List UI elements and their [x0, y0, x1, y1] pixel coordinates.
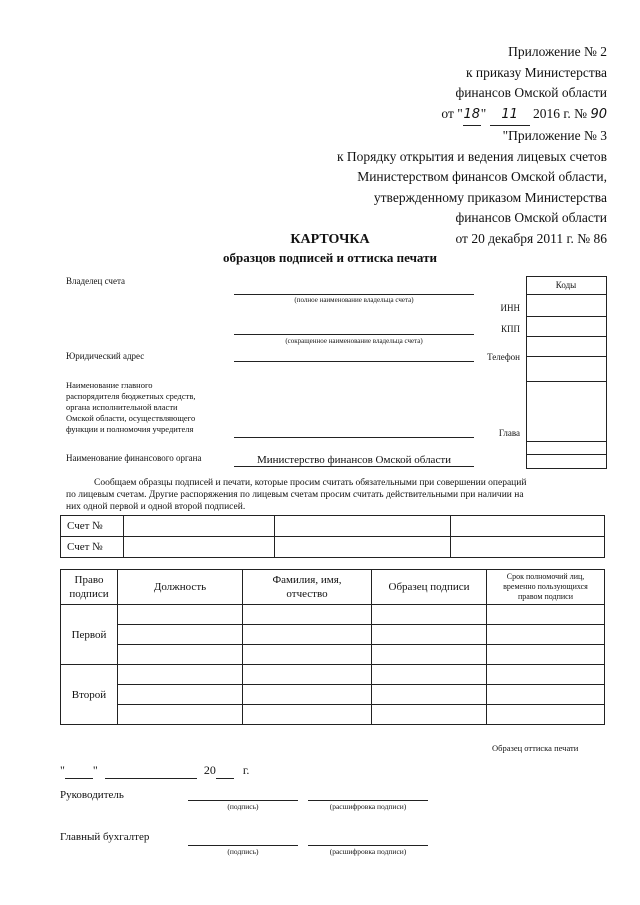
owner-short-line[interactable]: [234, 334, 474, 335]
sig-cell[interactable]: [372, 645, 487, 665]
col-term-3: правом подписи: [518, 592, 573, 601]
col-name-2: отчество: [286, 588, 328, 600]
head-label: Глава: [498, 428, 520, 438]
signature-row: [61, 645, 605, 665]
signature-row: [61, 705, 605, 725]
sig-cell[interactable]: [487, 645, 605, 665]
col-right-1: Право: [74, 574, 104, 586]
manager-label-1: Наименование главного: [66, 380, 153, 390]
codes-sep-3: [526, 336, 606, 337]
footer-month-field[interactable]: [105, 763, 197, 779]
sig-cell[interactable]: [243, 645, 372, 665]
order-date-line: [247, 104, 607, 127]
signatures-header-row: [61, 570, 605, 605]
manager-label-3: органа исполнительной власти: [66, 402, 178, 412]
account-label: Счет №: [61, 537, 124, 558]
fin-body-value: Министерство финансов Омской области: [256, 454, 452, 466]
manager-label-4: Омской области, осуществляющего: [66, 413, 196, 423]
sig-cell[interactable]: [118, 605, 243, 625]
footer-day-field[interactable]: [65, 763, 93, 779]
card-title: КАРТОЧКА: [290, 232, 370, 247]
notice-paragraph: [66, 477, 606, 513]
card-subtitle: образцов подписей и оттиска печати: [223, 250, 437, 265]
manager-label-5: функции и полномочия учредителя: [66, 424, 194, 434]
sig-cell[interactable]: [118, 705, 243, 725]
procedure-line: к Порядку открытия и ведения лицевых счетов: [336, 148, 607, 164]
legal-address-line[interactable]: [234, 361, 474, 362]
accounts-table: [60, 515, 605, 558]
col-name-1: Фамилия, имя,: [272, 574, 342, 586]
signature-row: [61, 605, 605, 625]
date-mid: ": [480, 105, 487, 121]
notice-line-3: них одной первой и одной второй подписей.: [66, 502, 246, 512]
order-line: к приказу Министерства: [465, 64, 607, 80]
fin-body-line: [234, 466, 474, 467]
manager-line[interactable]: [234, 437, 474, 438]
legal-address-label: Юридический адрес: [66, 351, 145, 361]
codes-sep-1: [526, 294, 606, 295]
account-row: [61, 516, 605, 537]
second-signature-label: Второй: [61, 665, 118, 725]
sig-cell[interactable]: [487, 685, 605, 705]
header-block: [247, 42, 607, 249]
accountant-sign-line[interactable]: [188, 845, 298, 846]
account-cell[interactable]: [124, 516, 275, 537]
col-term-2: временно пользующихся: [503, 582, 588, 591]
col-right: [61, 570, 118, 605]
sig-cell[interactable]: [372, 705, 487, 725]
col-position: Должность: [118, 570, 243, 605]
signature-row: [61, 685, 605, 705]
owner-short-caption: (сокращенное наименование владельца счета): [285, 337, 423, 345]
account-label: Счет №: [61, 516, 124, 537]
appendix-line: Приложение № 2: [508, 44, 607, 59]
footer-year-suffix: г.: [242, 763, 250, 777]
accountant-sign-caption: (подпись): [227, 847, 259, 856]
sig-cell[interactable]: [487, 705, 605, 725]
phone-label: Телефон: [487, 352, 520, 362]
codes-header: Коды: [555, 280, 577, 290]
col-sample: Образец подписи: [372, 570, 487, 605]
sig-cell[interactable]: [243, 685, 372, 705]
manager-label-2: распорядителя бюджетных средств,: [66, 391, 196, 401]
date-month: 11: [490, 105, 530, 127]
codes-sep-6: [526, 441, 606, 442]
footer-year-prefix: 20: [203, 763, 216, 777]
sig-cell[interactable]: [243, 625, 372, 645]
codes-sep-4: [526, 356, 606, 357]
director-decode-line[interactable]: [308, 800, 428, 801]
approved-line: утвержденному приказом Министерства: [373, 189, 607, 205]
director-decode-caption: (расшифровка подписи): [329, 802, 407, 811]
notice-line-2: по лицевым счетам. Другие распоряжения по лицевым счетам просим считать действительными при наличии на: [66, 490, 524, 500]
sig-cell[interactable]: [372, 665, 487, 685]
col-term: [487, 570, 605, 605]
sig-cell[interactable]: [487, 625, 605, 645]
stamp-sample-label: Образец оттиска печати: [492, 743, 579, 753]
sig-cell[interactable]: [118, 645, 243, 665]
owner-full-caption: (полное наименование владельца счета): [294, 296, 414, 304]
footer-year-field[interactable]: [216, 763, 234, 779]
ministry-line: финансов Омской области: [455, 85, 607, 100]
date2-line: от 20 декабря 2011 г. № 86: [455, 230, 607, 246]
date-number: 90: [590, 106, 607, 122]
first-signature-label: Первой: [61, 605, 118, 665]
date-day: 18: [463, 105, 481, 127]
notice-line-1: Сообщаем образцы подписей и печати, которые просим считать обязательными при совершении операций: [94, 478, 527, 488]
account-cell[interactable]: [275, 537, 451, 558]
date-prefix: от ": [441, 105, 463, 121]
sig-cell[interactable]: [118, 665, 243, 685]
inn-label: ИНН: [500, 303, 520, 313]
owner-full-line[interactable]: [234, 294, 474, 295]
sig-cell[interactable]: [372, 625, 487, 645]
codes-sep-5: [526, 381, 606, 382]
col-term-1: Срок полномочий лиц,: [506, 572, 585, 581]
accountant-decode-caption: (расшифровка подписи): [329, 847, 407, 856]
accountant-decode-line[interactable]: [308, 845, 428, 846]
account-cell[interactable]: [451, 516, 605, 537]
chief-accountant-label: Главный бухгалтер: [60, 831, 150, 843]
sig-cell[interactable]: [243, 665, 372, 685]
codes-sep-7: [526, 454, 606, 455]
sig-cell[interactable]: [243, 605, 372, 625]
fin-body-label: Наименование финансового органа: [66, 453, 202, 463]
signature-row: [61, 665, 605, 685]
sig-cell[interactable]: [118, 685, 243, 705]
director-label: Руководитель: [60, 789, 124, 801]
director-sign-caption: (подпись): [227, 802, 259, 811]
date-quote-open: ": [60, 763, 65, 777]
account-row: [61, 537, 605, 558]
appendix3-line: "Приложение № 3: [502, 128, 607, 143]
date-quote-close: ": [92, 763, 98, 777]
account-cell[interactable]: [275, 516, 451, 537]
account-cell[interactable]: [451, 537, 605, 558]
col-right-2: подписи: [69, 588, 109, 600]
by-ministry-line: Министерством финансов Омской области,: [357, 169, 607, 184]
sig-cell[interactable]: [372, 685, 487, 705]
signatures-table: [60, 569, 605, 725]
codes-sep-2: [526, 316, 606, 317]
footer-date: [60, 763, 249, 779]
date-year: 2016 г. №: [533, 105, 588, 121]
col-name: [243, 570, 372, 605]
sig-cell[interactable]: [487, 665, 605, 685]
sig-cell[interactable]: [372, 605, 487, 625]
kpp-label: КПП: [500, 324, 520, 334]
manager-label: [66, 380, 195, 435]
account-cell[interactable]: [124, 537, 275, 558]
sig-cell[interactable]: [243, 705, 372, 725]
director-sign-line[interactable]: [188, 800, 298, 801]
sig-cell[interactable]: [118, 625, 243, 645]
ministry2-line: финансов Омской области: [455, 210, 607, 225]
signature-row: [61, 625, 605, 645]
sig-cell[interactable]: [487, 605, 605, 625]
owner-label: Владелец счета: [66, 276, 125, 286]
